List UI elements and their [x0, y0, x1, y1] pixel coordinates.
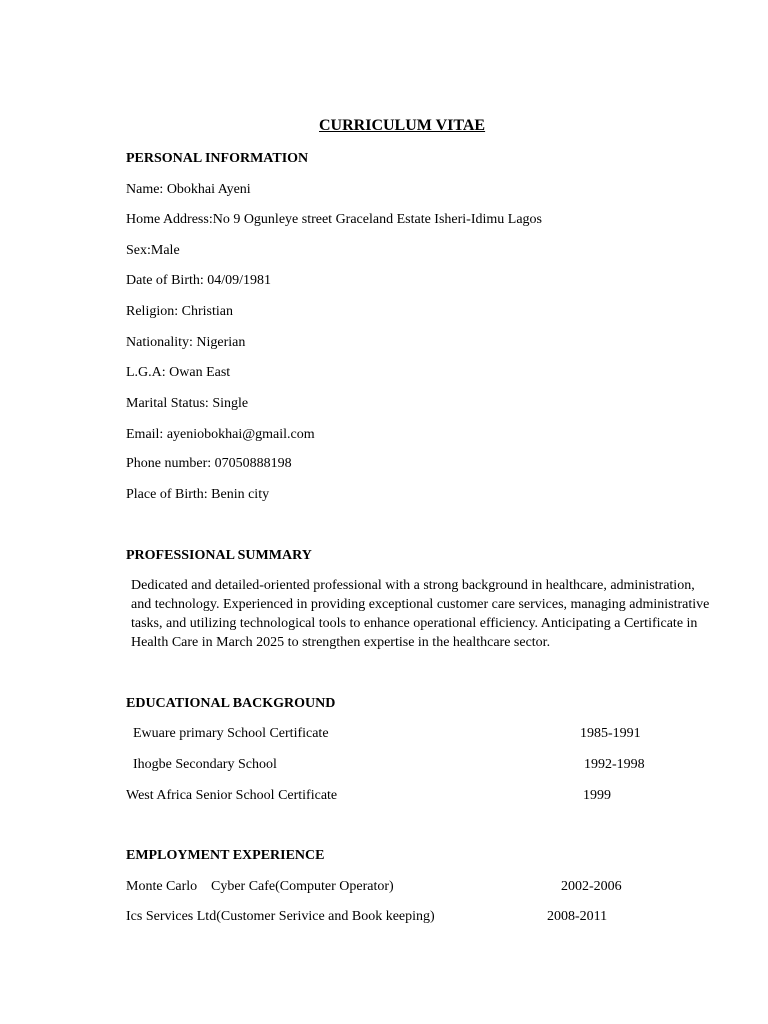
personal-marital-status: Marital Status: Single — [126, 396, 249, 411]
personal-name: Name: Obokhai Ayeni — [126, 182, 251, 197]
summary-line: and technology. Experienced in providing exceptional customer care services, managing administrative — [131, 597, 710, 612]
personal-sex: Sex:Male — [126, 243, 180, 258]
personal-info-heading: PERSONAL INFORMATION — [126, 151, 309, 166]
document-title: CURRICULUM VITAE — [319, 117, 486, 134]
personal-dob: Date of Birth: 04/09/1981 — [126, 273, 272, 288]
personal-place-of-birth: Place of Birth: Benin city — [126, 487, 270, 502]
summary-paragraph — [131, 576, 711, 652]
personal-email: Email: ayeniobokhai@gmail.com — [126, 427, 315, 442]
employment-years: 2008-2011 — [547, 909, 608, 924]
personal-religion: Religion: Christian — [126, 304, 233, 319]
summary-line: tasks, and utilizing technological tools to enhance operational efficiency. Anticipating a Certificate in — [131, 616, 698, 631]
education-school: Ewuare primary School Certificate — [133, 726, 329, 741]
personal-phone: Phone number: 07050888198 — [126, 456, 292, 471]
personal-address: Home Address:No 9 Ogunleye street Graceland Estate Isheri-Idimu Lagos — [126, 212, 542, 227]
employment-heading: EMPLOYMENT EXPERIENCE — [126, 848, 325, 863]
education-heading: EDUCATIONAL BACKGROUND — [126, 696, 336, 711]
education-years: 1985-1991 — [580, 726, 641, 741]
education-years: 1999 — [583, 788, 611, 803]
education-school: Ihogbe Secondary School — [133, 757, 277, 772]
employment-company: Ics Services Ltd(Customer Serivice and Book keeping) — [126, 909, 435, 924]
summary-line: Health Care in March 2025 to strengthen expertise in the healthcare sector. — [131, 635, 551, 650]
employment-years: 2002-2006 — [561, 879, 622, 894]
education-school: West Africa Senior School Certificate — [126, 788, 338, 803]
summary-heading: PROFESSIONAL SUMMARY — [126, 548, 312, 563]
employment-company: Monte Carlo — [126, 879, 198, 894]
summary-line: Dedicated and detailed-oriented professional with a strong background in healthcare, administration, — [131, 578, 695, 593]
personal-nationality: Nationality: Nigerian — [126, 335, 246, 350]
education-years: 1992-1998 — [584, 757, 645, 772]
employment-role: Cyber Cafe(Computer Operator) — [211, 879, 394, 894]
personal-lga: L.G.A: Owan East — [126, 365, 231, 380]
